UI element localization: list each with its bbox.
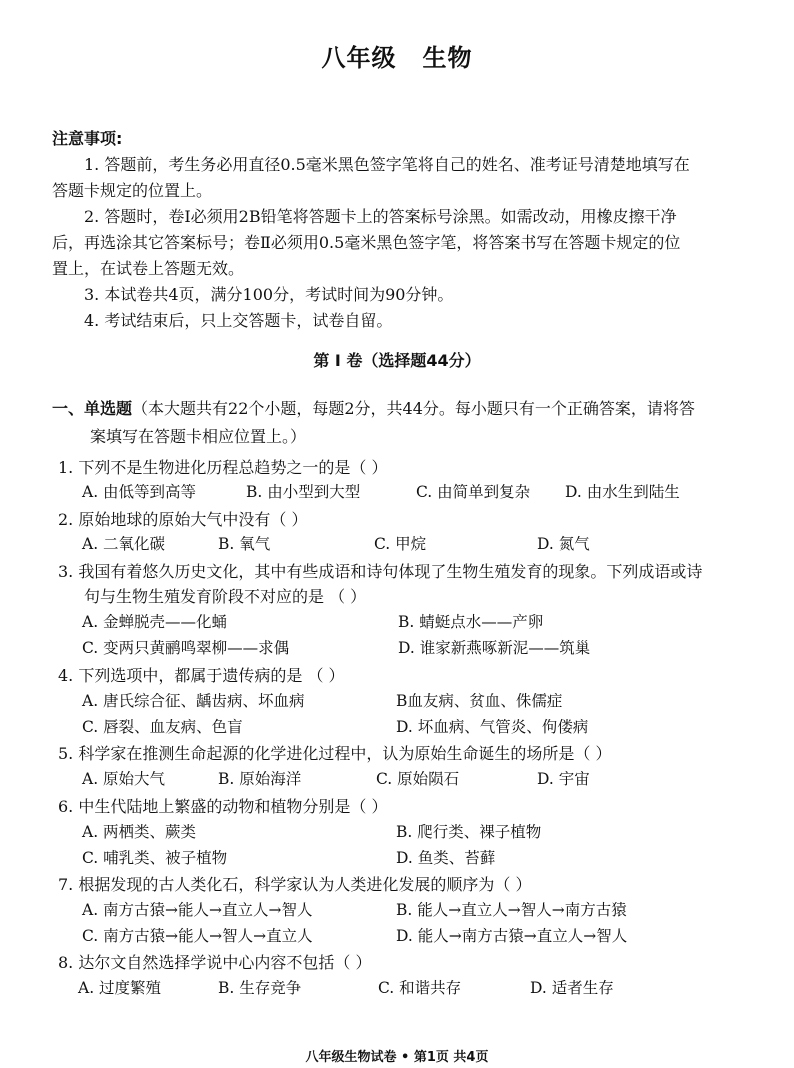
option: B. 爬行类、裸子植物 bbox=[396, 823, 542, 841]
option: C. 哺乳类、被子植物 bbox=[82, 849, 228, 867]
notice-line: 答题卡规定的位置上。 bbox=[52, 181, 213, 200]
part-desc: （本大题共有22个小题，每题2分，共44分。每小题只有一个正确答案，请将答 bbox=[132, 399, 695, 418]
option: C. 南方古猿→能人→智人→直立人 bbox=[82, 927, 313, 945]
page-title bbox=[0, 38, 794, 73]
option: D. 氮气 bbox=[537, 535, 590, 553]
section-title: 第 I 卷（选择题44分） bbox=[313, 351, 481, 370]
option: A. 二氧化碳 bbox=[82, 535, 166, 553]
option: D. 由水生到陆生 bbox=[565, 483, 680, 501]
question-stem: 3. 我国有着悠久历史文化，其中有些成语和诗句体现了生物生殖发育的现象。下列成语或诗 bbox=[58, 562, 703, 581]
notice-line: 后，再选涂其它答案标号；卷Ⅱ必须用0.5毫米黑色签字笔，将答案书写在答题卡规定的位 bbox=[52, 233, 681, 252]
question-stem: 8. 达尔文自然选择学说中心内容不包括（ ） bbox=[58, 953, 372, 972]
title-subject: 生物 bbox=[422, 44, 473, 72]
option: B. 原始海洋 bbox=[218, 770, 302, 788]
notice-line: 置上，在试卷上答题无效。 bbox=[52, 259, 245, 278]
option: D. 坏血病、气管炎、佝偻病 bbox=[396, 718, 589, 736]
option: C. 原始陨石 bbox=[376, 770, 460, 788]
notice-line: 3. 本试卷共4页，满分100分，考试时间为90分钟。 bbox=[84, 285, 454, 304]
page-footer: 八年级生物试卷 • 第1页 共4页 bbox=[305, 1050, 489, 1065]
question-stem: 2. 原始地球的原始大气中没有（ ） bbox=[58, 510, 308, 529]
option: C. 变两只黄鹂鸣翠柳——求偶 bbox=[82, 639, 290, 657]
option: B. 能人→直立人→智人→南方古猿 bbox=[396, 901, 627, 919]
option: A. 由低等到高等 bbox=[82, 483, 197, 501]
question-stem-cont: 句与生物生殖发育阶段不对应的是 （ ） bbox=[84, 587, 367, 606]
option: B. 生存竞争 bbox=[218, 979, 302, 997]
option: C. 和谐共存 bbox=[378, 979, 462, 997]
question-stem: 6. 中生代陆地上繁盛的动物和植物分别是（ ） bbox=[58, 797, 388, 816]
option: C. 由简单到复杂 bbox=[416, 483, 531, 501]
part-heading bbox=[52, 396, 695, 422]
option: D. 谁家新燕啄新泥——筑巢 bbox=[398, 639, 591, 657]
option: A. 金蝉脱壳——化蛹 bbox=[82, 613, 228, 631]
option: A. 原始大气 bbox=[82, 770, 166, 788]
notice-line: 1. 答题前，考生务必用直径0.5毫米黑色签字笔将自己的姓名、准考证号清楚地填写在 bbox=[84, 155, 690, 174]
option: C. 甲烷 bbox=[374, 535, 427, 553]
question-stem: 4. 下列选项中，都属于遗传病的是 （ ） bbox=[58, 666, 345, 685]
question-stem: 5. 科学家在推测生命起源的化学进化过程中，认为原始生命诞生的场所是（ ） bbox=[58, 744, 612, 763]
option: B血友病、贫血、侏儒症 bbox=[396, 692, 563, 710]
option: B. 由小型到大型 bbox=[246, 483, 361, 501]
notice-line: 2. 答题时，卷Ⅰ必须用2B铅笔将答题卡上的答案标号涂黑。如需改动，用橡皮擦干净 bbox=[84, 207, 677, 226]
part-title: 一、单选题 bbox=[52, 399, 133, 418]
notice-line: 4. 考试结束后，只上交答题卡，试卷自留。 bbox=[84, 311, 393, 330]
option: A. 两栖类、蕨类 bbox=[82, 823, 197, 841]
option: D. 适者生存 bbox=[530, 979, 614, 997]
title-grade: 八年级 bbox=[321, 44, 397, 72]
option: A. 唐氏综合征、龋齿病、坏血病 bbox=[82, 692, 305, 710]
part-desc-cont: 案填写在答题卡相应位置上。） bbox=[90, 427, 307, 446]
question-stem: 7. 根据发现的古人类化石，科学家认为人类进化发展的顺序为（ ） bbox=[58, 875, 532, 894]
option: C. 唇裂、血友病、色盲 bbox=[82, 718, 243, 736]
option: D. 鱼类、苔藓 bbox=[396, 849, 496, 867]
question-stem: 1. 下列不是生物进化历程总趋势之一的是（ ） bbox=[58, 458, 388, 477]
option: A. 过度繁殖 bbox=[78, 979, 162, 997]
option: D. 能人→南方古猿→直立人→智人 bbox=[396, 927, 628, 945]
notice-heading: 注意事项: bbox=[52, 129, 123, 148]
option: A. 南方古猿→能人→直立人→智人 bbox=[82, 901, 313, 919]
option: D. 宇宙 bbox=[537, 770, 590, 788]
option: B. 蜻蜓点水——产卵 bbox=[398, 613, 544, 631]
option: B. 氧气 bbox=[218, 535, 271, 553]
